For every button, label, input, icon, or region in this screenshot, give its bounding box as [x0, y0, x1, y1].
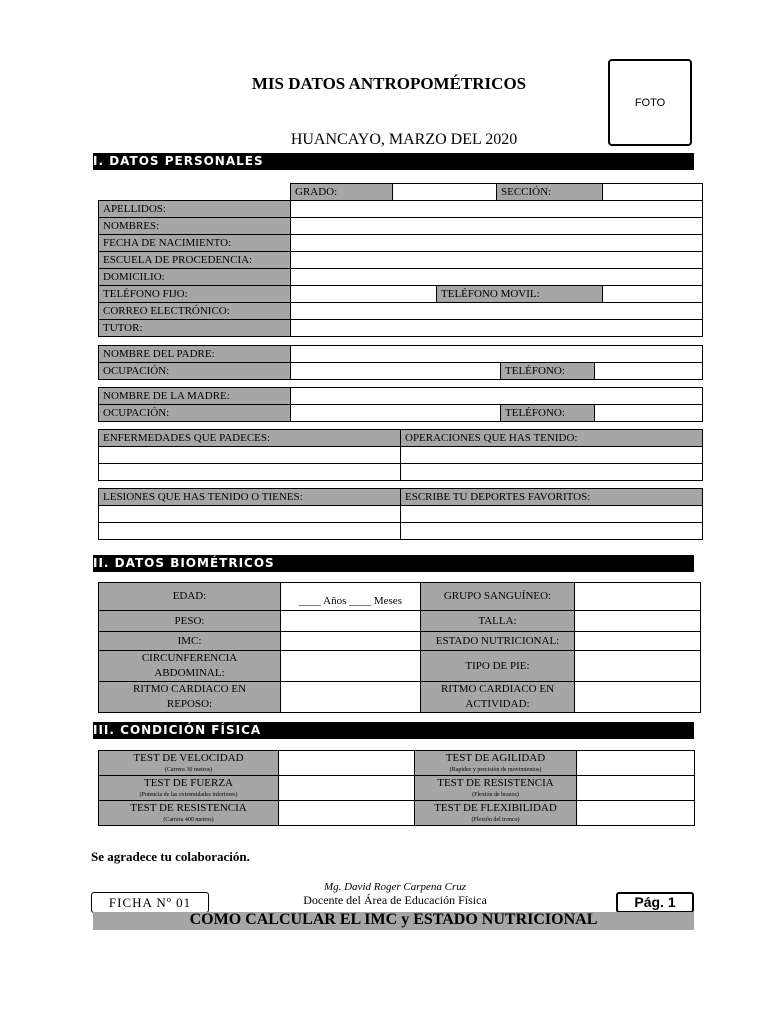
telefono-movil-label: TELÉFONO MOVIL:: [437, 286, 603, 303]
circunferencia-line1: CIRCUNFERENCIA: [141, 652, 238, 664]
madre-label: NOMBRE DE LA MADRE:: [99, 388, 291, 405]
health-table-1: [98, 429, 703, 481]
ritmo-actividad-label: [421, 682, 575, 713]
talla-label: TALLA:: [421, 611, 575, 632]
seccion-label: SECCIÓN:: [497, 184, 603, 201]
tutor-label: TUTOR:: [99, 320, 291, 337]
lesiones-label: LESIONES QUE HAS TENIDO O TIENES:: [99, 489, 401, 506]
madre-ocupacion-label: OCUPACIÓN:: [99, 405, 291, 422]
physical-table: [98, 750, 695, 826]
padre-telefono-field[interactable]: [595, 363, 703, 380]
fuerza-field[interactable]: [279, 776, 415, 801]
madre-telefono-label: TELÉFONO:: [501, 405, 595, 422]
fuerza-title: TEST DE FUERZA: [143, 777, 234, 789]
ritmo-reposo-field[interactable]: [281, 682, 421, 713]
correo-label: CORREO ELECTRÓNICO:: [99, 303, 291, 320]
ficha-badge: FICHA Nº 01: [91, 892, 209, 913]
escuela-label: ESCUELA DE PROCEDENCIA:: [99, 252, 291, 269]
estado-nutricional-label: ESTADO NUTRICIONAL:: [421, 632, 575, 651]
telefono-fijo-label: TELÉFONO FIJO:: [99, 286, 291, 303]
circunferencia-field[interactable]: [281, 651, 421, 682]
enfermedades-label: ENFERMEDADES QUE PADECES:: [99, 430, 401, 447]
photo-label: FOTO: [634, 96, 666, 109]
page-title: MIS DATOS ANTROPOMÉTRICOS: [251, 74, 527, 93]
madre-field[interactable]: [291, 388, 703, 405]
grado-label: GRADO:: [291, 184, 393, 201]
author-name: Mg. David Roger Carpena Cruz: [323, 881, 467, 893]
operaciones-field-1[interactable]: [401, 447, 703, 464]
estado-nutricional-field[interactable]: [575, 632, 701, 651]
page-subtitle: HUANCAYO, MARZO DEL 2020: [290, 131, 518, 148]
nombres-label: NOMBRES:: [99, 218, 291, 235]
agilidad-field[interactable]: [577, 751, 695, 776]
resistencia-carrera-note: (Carrera 400 metros): [163, 817, 214, 823]
lesiones-field-1[interactable]: [99, 506, 401, 523]
author-department: Docente del Área de Educación Física: [303, 893, 487, 907]
personal-data-table: [98, 183, 703, 337]
domicilio-field[interactable]: [291, 269, 703, 286]
lesiones-field-2[interactable]: [99, 523, 401, 540]
escuela-field[interactable]: [291, 252, 703, 269]
flexibilidad-label: [415, 801, 577, 826]
resistencia-carrera-field[interactable]: [279, 801, 415, 826]
ritmo-actividad-line1: RITMO CARDIACO EN: [440, 683, 555, 695]
deportes-field-1[interactable]: [401, 506, 703, 523]
peso-label: PESO:: [99, 611, 281, 632]
velocidad-note: (Carrera 30 metros): [164, 767, 213, 773]
photo-box: [608, 59, 692, 146]
apellidos-field[interactable]: [291, 201, 703, 218]
father-table: [98, 345, 703, 380]
fuerza-label: [99, 776, 279, 801]
operaciones-label: OPERACIONES QUE HAS TENIDO:: [401, 430, 703, 447]
enfermedades-field-2[interactable]: [99, 464, 401, 481]
agilidad-title: TEST DE AGILIDAD: [445, 752, 546, 764]
padre-ocupacion-field[interactable]: [291, 363, 501, 380]
mother-table: [98, 387, 703, 422]
tutor-field[interactable]: [291, 320, 703, 337]
padre-field[interactable]: [291, 346, 703, 363]
resistencia-brazos-label: [415, 776, 577, 801]
imc-field[interactable]: [281, 632, 421, 651]
tipo-pie-field[interactable]: [575, 651, 701, 682]
resistencia-brazos-note: (Flexión de brazos): [472, 792, 519, 798]
apellidos-label: APELLIDOS:: [99, 201, 291, 218]
peso-field[interactable]: [281, 611, 421, 632]
flexibilidad-note: (Flexión del tronco): [471, 817, 520, 823]
grado-field[interactable]: [393, 184, 497, 201]
operaciones-field-2[interactable]: [401, 464, 703, 481]
madre-ocupacion-field[interactable]: [291, 405, 501, 422]
circunferencia-label: [99, 651, 281, 682]
velocidad-label: [99, 751, 279, 776]
imc-label: IMC:: [99, 632, 281, 651]
ritmo-reposo-label: [99, 682, 281, 713]
fecha-nacimiento-field[interactable]: [291, 235, 703, 252]
padre-label: NOMBRE DEL PADRE:: [99, 346, 291, 363]
ritmo-reposo-line2: REPOSO:: [166, 698, 213, 710]
flexibilidad-title: TEST DE FLEXIBILIDAD: [434, 802, 557, 814]
circunferencia-line2: ABDOMINAL:: [154, 667, 225, 679]
telefono-fijo-field[interactable]: [291, 286, 437, 303]
grupo-label: GRUPO SANGUÍNEO:: [421, 583, 575, 611]
enfermedades-field-1[interactable]: [99, 447, 401, 464]
tipo-pie-label: TIPO DE PIE:: [421, 651, 575, 682]
health-table-2: [98, 488, 703, 540]
padre-telefono-label: TELÉFONO:: [501, 363, 595, 380]
ritmo-actividad-line2: ACTIVIDAD:: [465, 698, 530, 710]
domicilio-label: DOMICILIO:: [99, 269, 291, 286]
edad-field[interactable]: ____ Años ____ Meses: [281, 583, 421, 611]
next-section-title: COMO CALCULAR EL IMC y ESTADO NUTRICIONAL: [93, 912, 694, 930]
madre-telefono-field[interactable]: [595, 405, 703, 422]
section-personal-header: I. DATOS PERSONALES: [93, 153, 694, 170]
fuerza-note: (Potencia de las extremidades inferiores): [139, 792, 238, 798]
seccion-field[interactable]: [603, 184, 703, 201]
section-physical-header: III. CONDICIÓN FÍSICA: [93, 722, 694, 739]
velocidad-field[interactable]: [279, 751, 415, 776]
velocidad-title: TEST DE VELOCIDAD: [133, 752, 244, 764]
biometric-table: [98, 582, 701, 713]
deportes-field-2[interactable]: [401, 523, 703, 540]
grupo-field[interactable]: [575, 583, 701, 611]
telefono-movil-field[interactable]: [603, 286, 703, 303]
agilidad-note: (Rapidez y precisión de movimientos): [449, 767, 542, 773]
thanks-text: Se agradece tu colaboración.: [91, 849, 250, 864]
deportes-label: ESCRIBE TU DEPORTES FAVORITOS:: [401, 489, 703, 506]
ritmo-reposo-line1: RITMO CARDIACO EN: [132, 683, 247, 695]
fecha-nacimiento-label: FECHA DE NACIMIENTO:: [99, 235, 291, 252]
resistencia-carrera-title: TEST DE RESISTENCIA: [130, 802, 247, 814]
flexibilidad-field[interactable]: [577, 801, 695, 826]
resistencia-brazos-field[interactable]: [577, 776, 695, 801]
nombres-field[interactable]: [291, 218, 703, 235]
ritmo-actividad-field[interactable]: [575, 682, 701, 713]
edad-label: EDAD:: [99, 583, 281, 611]
resistencia-carrera-label: [99, 801, 279, 826]
page-number: Pág. 1: [616, 892, 694, 913]
padre-ocupacion-label: OCUPACIÓN:: [99, 363, 291, 380]
resistencia-brazos-title: TEST DE RESISTENCIA: [437, 777, 554, 789]
agilidad-label: [415, 751, 577, 776]
section-biometric-header: II. DATOS BIOMÉTRICOS: [93, 555, 694, 572]
correo-field[interactable]: [291, 303, 703, 320]
talla-field[interactable]: [575, 611, 701, 632]
